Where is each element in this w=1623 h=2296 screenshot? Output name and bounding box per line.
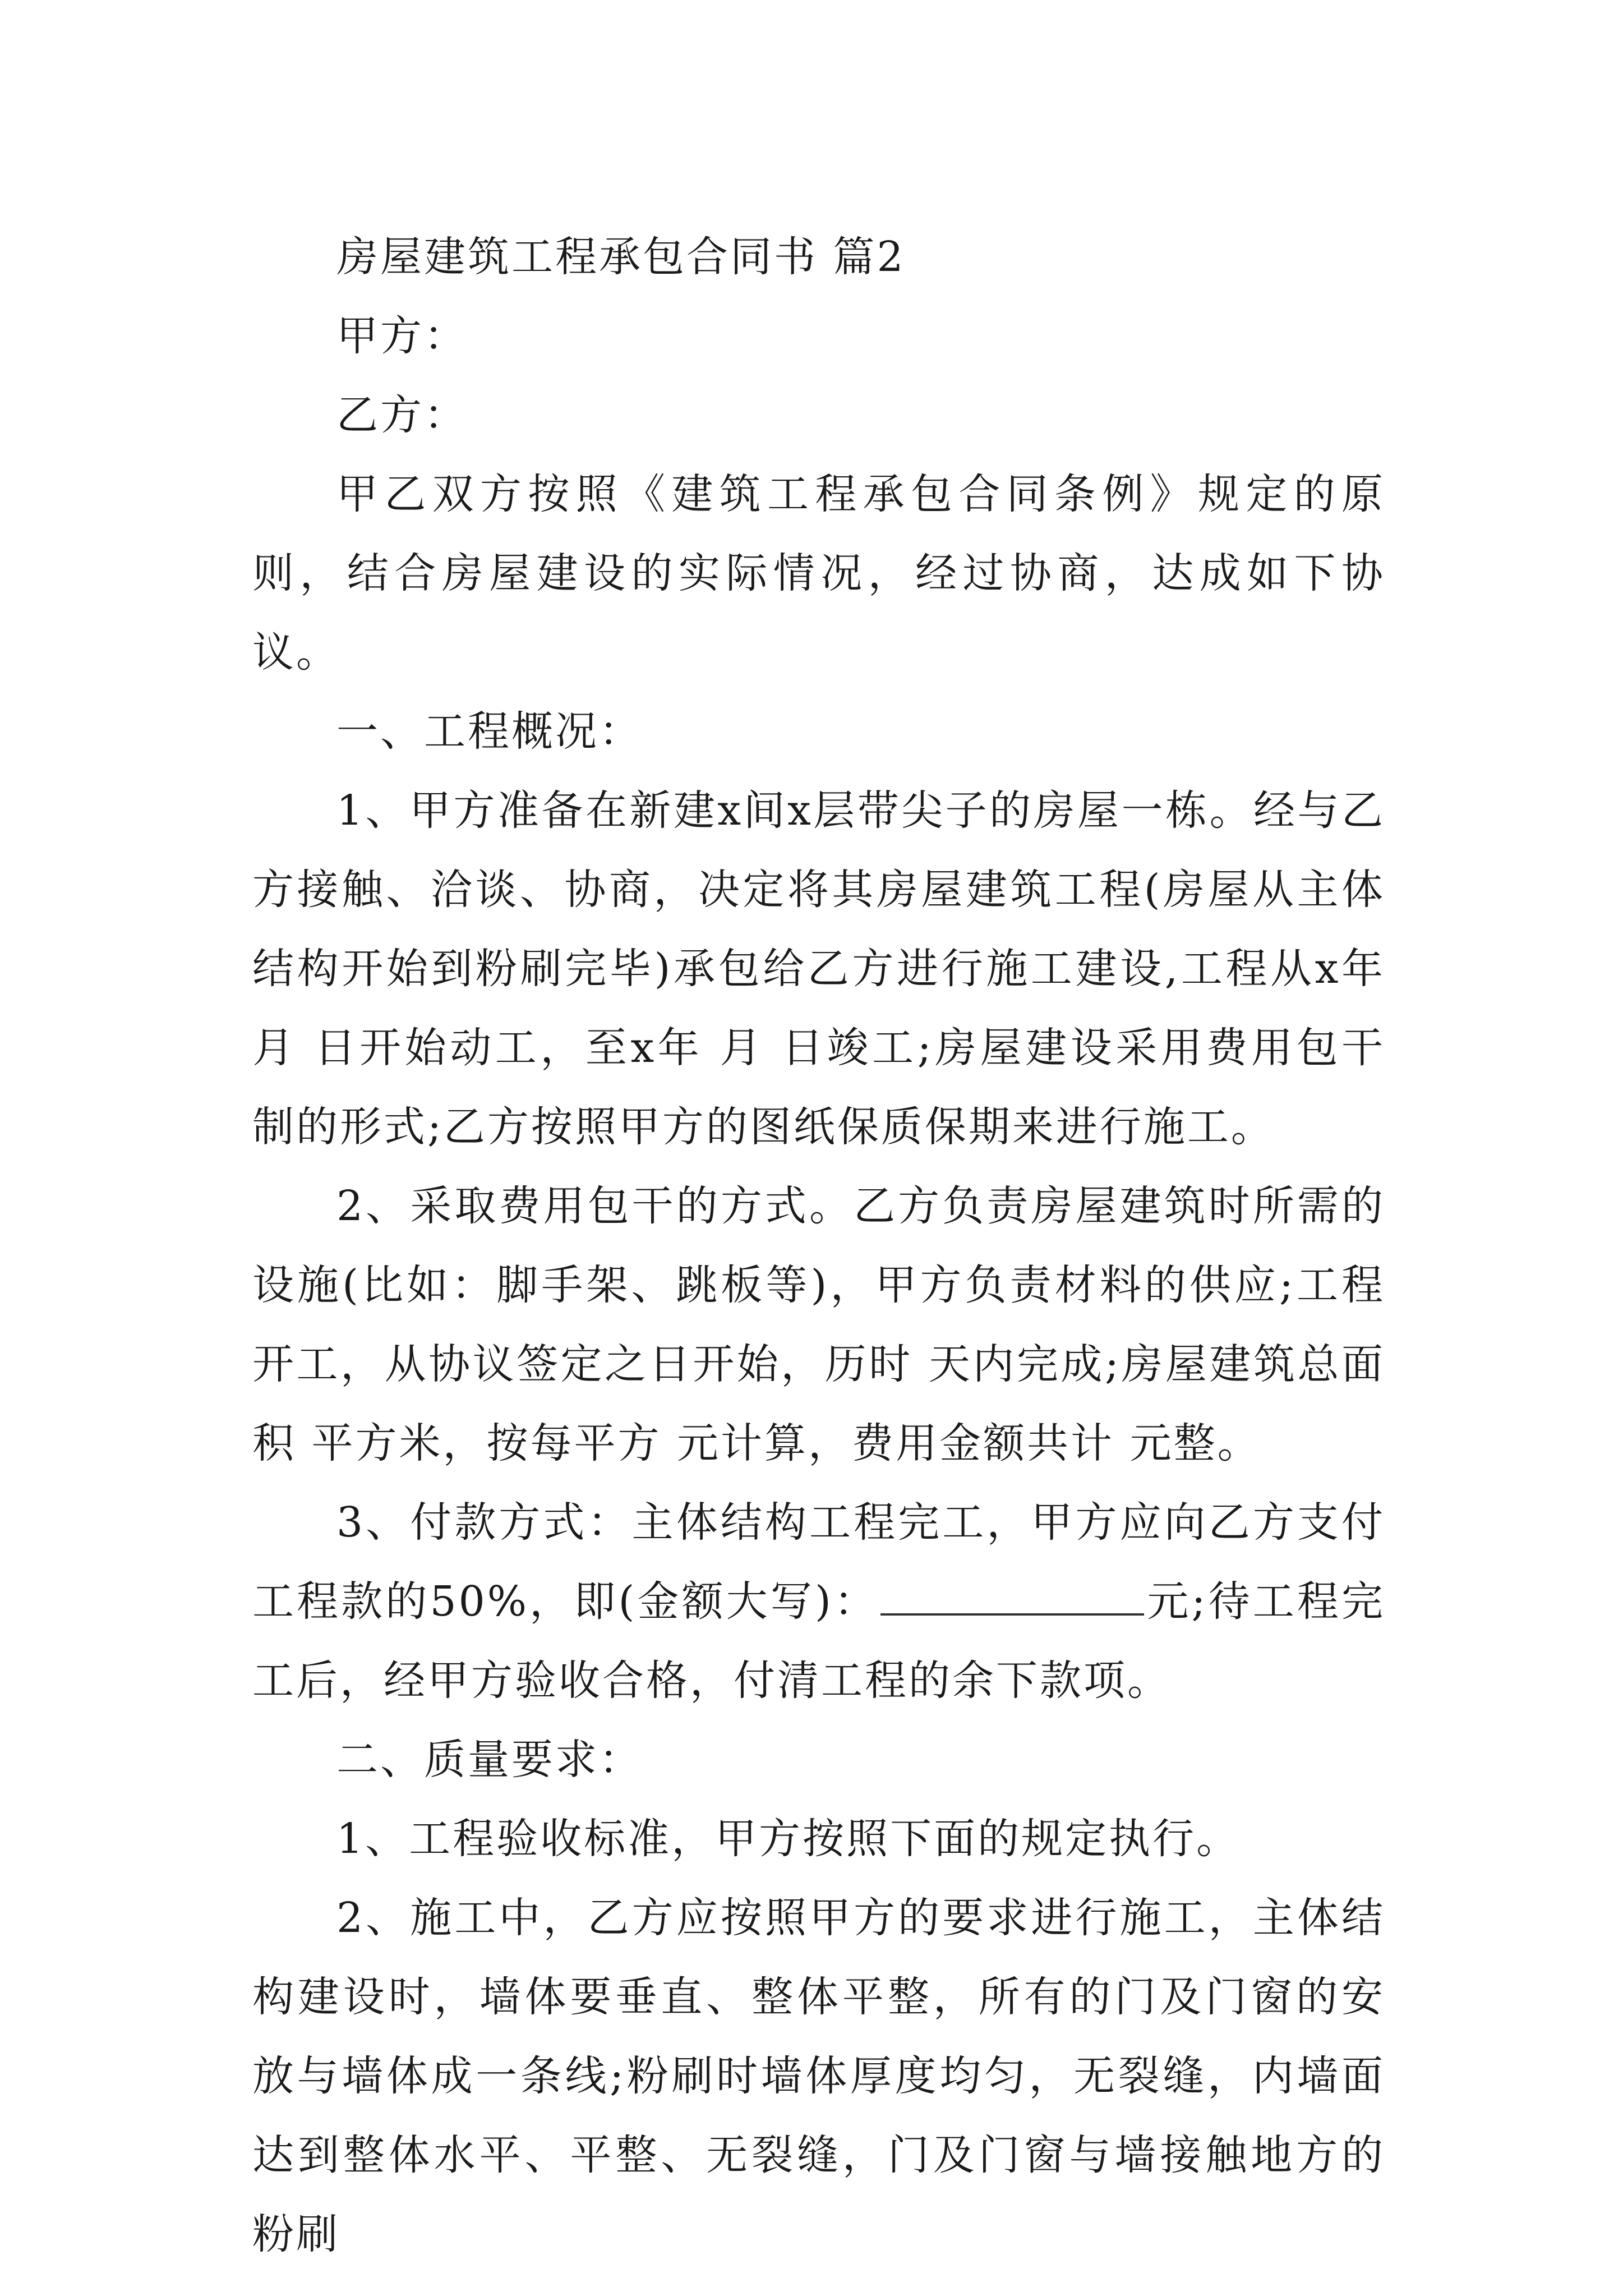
section-1-item-1: 1、甲方准备在新建x间x层带尖子的房屋一栋。经与乙方接触、洽谈、协商，决定将其房屋建筑工程(房屋从主体结构开始到粉刷完毕)承包给乙方进行施工建设,工程从x年 月 日开始动工，至x年 月 日竣工;房屋建设采用费用包干制的形式;乙方按照甲方的图纸保质保期来进行施工。 xyxy=(252,786,1385,1151)
section-2-heading: 二、质量要求： xyxy=(336,1736,643,1784)
party-b-line: 乙方： xyxy=(336,391,468,439)
section-2-item-1: 1、工程验收标准，甲方按照下面的规定执行。 xyxy=(336,1815,1241,1863)
amount-blank-line xyxy=(880,1576,1144,1616)
section-1-heading: 一、工程概况： xyxy=(336,707,643,756)
section-1-item-2: 2、采取费用包干的方式。乙方负责房屋建筑时所需的设施(比如：脚手架、跳板等)，甲方负责材料的供应;工程开工，从协议签定之日开始，历时 天内完成;房屋建筑总面积 平方米，按每平方 元计算，费用金额共计 元整。 xyxy=(252,1182,1385,1467)
payment-text-before: 3、付款方式：主体结构工程完工，甲方应向乙方支付工程款的50%，即(金额大写)： xyxy=(252,1498,1385,1626)
document-title: 房屋建筑工程承包合同书 篇2 xyxy=(336,233,906,281)
section-1-item-3 xyxy=(252,1483,1385,1720)
document-body xyxy=(252,218,1385,2274)
section-2-item-2: 2、施工中，乙方应按照甲方的要求进行施工，主体结构建设时，墙体要垂直、整体平整，所有的门及门窗的安放与墙体成一条线;粉刷时墙体厚度均匀，无裂缝，内墙面达到整体水平、平整、无裂缝，门及门窗与墙接触地方的粉刷 xyxy=(252,1894,1385,2258)
intro-paragraph: 甲乙双方按照《建筑工程承包合同条例》规定的原则，结合房屋建设的实际情况，经过协商，达成如下协议。 xyxy=(252,470,1385,677)
party-a-line: 甲方： xyxy=(336,312,468,360)
payment-text-after: 元;待工程完工后，经甲方验收合格，付清工程的余下款项。 xyxy=(252,1577,1386,1705)
